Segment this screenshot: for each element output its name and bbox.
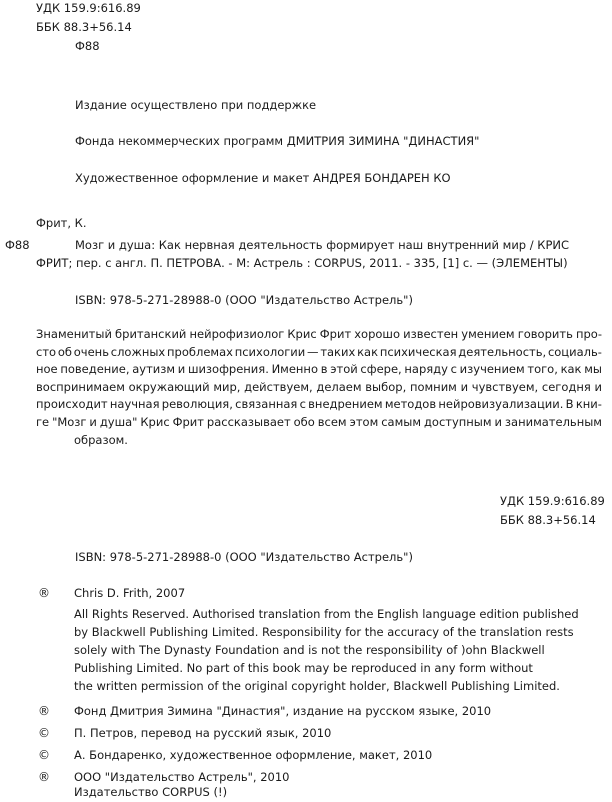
- abstract-line: воспринимаем окружающий мир, действуем, делаем выбор, помним и чувствуем, сегодня и: [36, 379, 602, 394]
- registered-icon: ®: [38, 586, 50, 600]
- rights-line: solely with The Dynasty Foundation and is not the responsibility of )ohn Blackwell: [74, 643, 545, 657]
- copyright-block: [36, 585, 602, 800]
- copyright-icon: ©: [38, 726, 50, 740]
- copyright-entry: ООО "Издательство Астрель", 2010: [74, 770, 290, 784]
- copyright-icon: ©: [38, 748, 50, 762]
- rights-line: All Rights Reserved. Authorised translation from the English language edition published: [74, 607, 579, 621]
- publisher-imprint: Издательство CORPUS (!): [74, 785, 228, 799]
- rights-line: by Blackwell Publishing Limited. Responsibility for the accuracy of the translation rests: [74, 625, 574, 639]
- abstract-line: Знаменитый британский нейрофизиолог Крис Фрит хорошо известен умением говорить про-: [36, 327, 602, 341]
- isbn-line: ISBN: 978-5-271-28988-0 (ООО "Издательство Астрель"): [75, 293, 413, 307]
- abstract-line: ное поведение, аутизм и шизофрения. Именно в этой сфере, наряду с изучением того, как мы: [36, 362, 602, 377]
- author-mark-top: Ф88: [75, 39, 100, 53]
- author-mark: Ф88: [5, 238, 30, 252]
- design-credit-line: Художественное оформление и макет АНДРЕЯ БОНДАРЕН КО: [75, 171, 451, 185]
- registered-icon: ®: [38, 704, 50, 718]
- abstract-line: происходит научная революция, связанная с внедрением методов нейровизуализации. В кни-: [36, 397, 602, 412]
- biblio-desc-line-1: Мозг и душа: Как нервная деятельность формирует наш внутренний мир / КРИС: [75, 238, 570, 252]
- bbk-code-bottom: ББК 88.3+56.14: [500, 513, 596, 527]
- foundation-line: Фонда некоммерческих программ ДМИТРИЯ ЗИМИНА "ДИНАСТИЯ": [75, 134, 480, 148]
- isbn-line-2: ISBN: 978-5-271-28988-0 (ООО "Издательство Астрель"): [75, 550, 413, 564]
- author-heading: Фрит, К.: [36, 216, 87, 230]
- udk-code-top: УДК 159.9:616.89: [36, 1, 141, 15]
- support-line: Издание осуществлено при поддержке: [75, 98, 317, 112]
- abstract-paragraph: [36, 326, 602, 449]
- udk-code-bottom: УДК 159.9:616.89: [500, 494, 605, 508]
- abstract-line: образом.: [74, 432, 128, 447]
- rights-line: the written permission of the original copyright holder, Blackwell Publishing Limited.: [74, 679, 560, 693]
- copyright-entry: Фонд Дмитрия Зимина "Династия", издание на русском языке, 2010: [74, 704, 492, 718]
- copyright-entry: А. Бондаренко, художественное оформление, макет, 2010: [74, 748, 433, 762]
- copyright-entry: П. Петров, перевод на русский язык, 2010: [74, 726, 332, 740]
- biblio-desc-line-2: ФРИТ; пер. с англ. П. ПЕТРОВА. - М: Астрель : CORPUS, 2011. - 335, [1] с. — (ЭЛЕМЕНТЫ): [36, 256, 568, 270]
- abstract-line: сто об очень сложных проблемах психологии — таких как психическая деятельность, социаль-: [36, 344, 602, 359]
- bbk-code-top: ББК 88.3+56.14: [36, 20, 132, 34]
- registered-icon: ®: [38, 770, 50, 784]
- copyright-holder: Chris D. Frith, 2007: [74, 586, 186, 600]
- rights-line: Publishing Limited. No part of this book may be reproduced in any form without: [74, 661, 533, 675]
- abstract-line: ге "Мозг и душа" Крис Фрит рассказывает обо всем этом самым доступным и занимательным: [36, 414, 602, 429]
